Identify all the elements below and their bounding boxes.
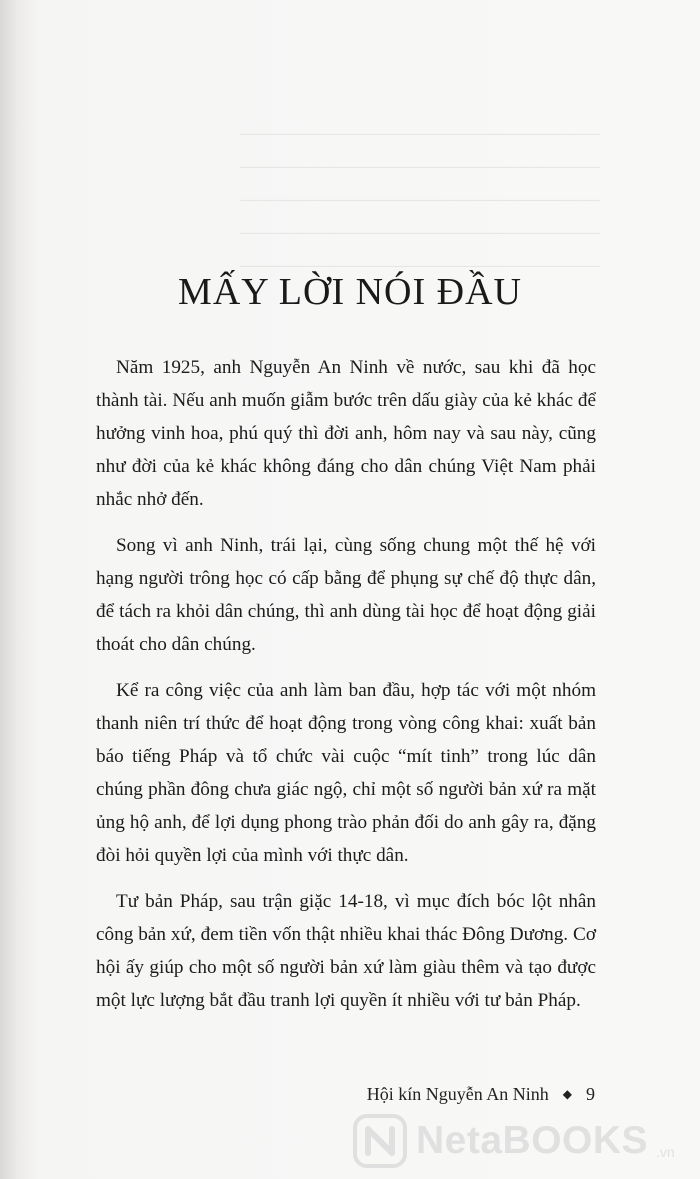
paragraph: Kể ra công việc của anh làm ban đầu, hợp tác với một nhóm thanh niên trí thức để hoạt động trong vòng công khai: xuất bản báo tiếng Pháp và tổ chức vài cuộc “mít tinh” trong lúc dân chúng phần đông chưa giác ngộ, chỉ một số người bản xứ ra mặt ủng hộ anh, để lợi dụng phong trào phản đối do anh gây ra, đặng đòi hỏi quyền lợi của mình với thực dân.: [96, 680, 596, 866]
watermark-brand: NetaBOOKS: [416, 1119, 649, 1162]
paragraph: Năm 1925, anh Nguyễn An Ninh về nước, sau khi đã học thành tài. Nếu anh muốn giẫm bước trên dấu giày của kẻ khác để hưởng vinh hoa, phú quý thì đời anh, hôm nay và sau này, cũng như đời của kẻ khác không đáng cho dân chúng Việt Nam phải nhắc nhở đến.: [96, 357, 596, 510]
bleed-through-text: ———————————————————————— ———————————————————————— ———————————————————————— ———————————————————————— ————————————————————————: [240, 126, 600, 274]
paragraph: Tư bản Pháp, sau trận giặc 14-18, vì mục đích bóc lột nhân công bản xứ, đem tiền vốn thật nhiều khai thác Đông Dương. Cơ hội ấy giúp cho một số người bản xứ làm giàu thêm và tạo được một lực lượng bắt đầu tranh lợi quyền ít nhiều với tư bản Pháp.: [96, 891, 596, 1011]
netabooks-logo-icon: [352, 1113, 408, 1169]
diamond-icon: ◆: [562, 1087, 572, 1101]
page-number: 9: [586, 1084, 595, 1104]
page-title: MẤY LỜI NÓI ĐẦU: [178, 271, 522, 313]
body-text: [96, 351, 596, 1030]
watermark: [352, 1106, 697, 1176]
page-footer: [367, 1084, 595, 1105]
watermark-suffix: .vn: [656, 1144, 675, 1160]
paragraph: Song vì anh Ninh, trái lại, cùng sống chung một thế hệ với hạng người trông học có cấp bằng để phụng sự chế độ thực dân, để tách ra khỏi dân chúng, thì anh dùng tài học để hoạt động giải thoát cho dân chúng.: [96, 535, 596, 655]
running-title: Hội kín Nguyễn An Ninh: [366, 1084, 549, 1104]
